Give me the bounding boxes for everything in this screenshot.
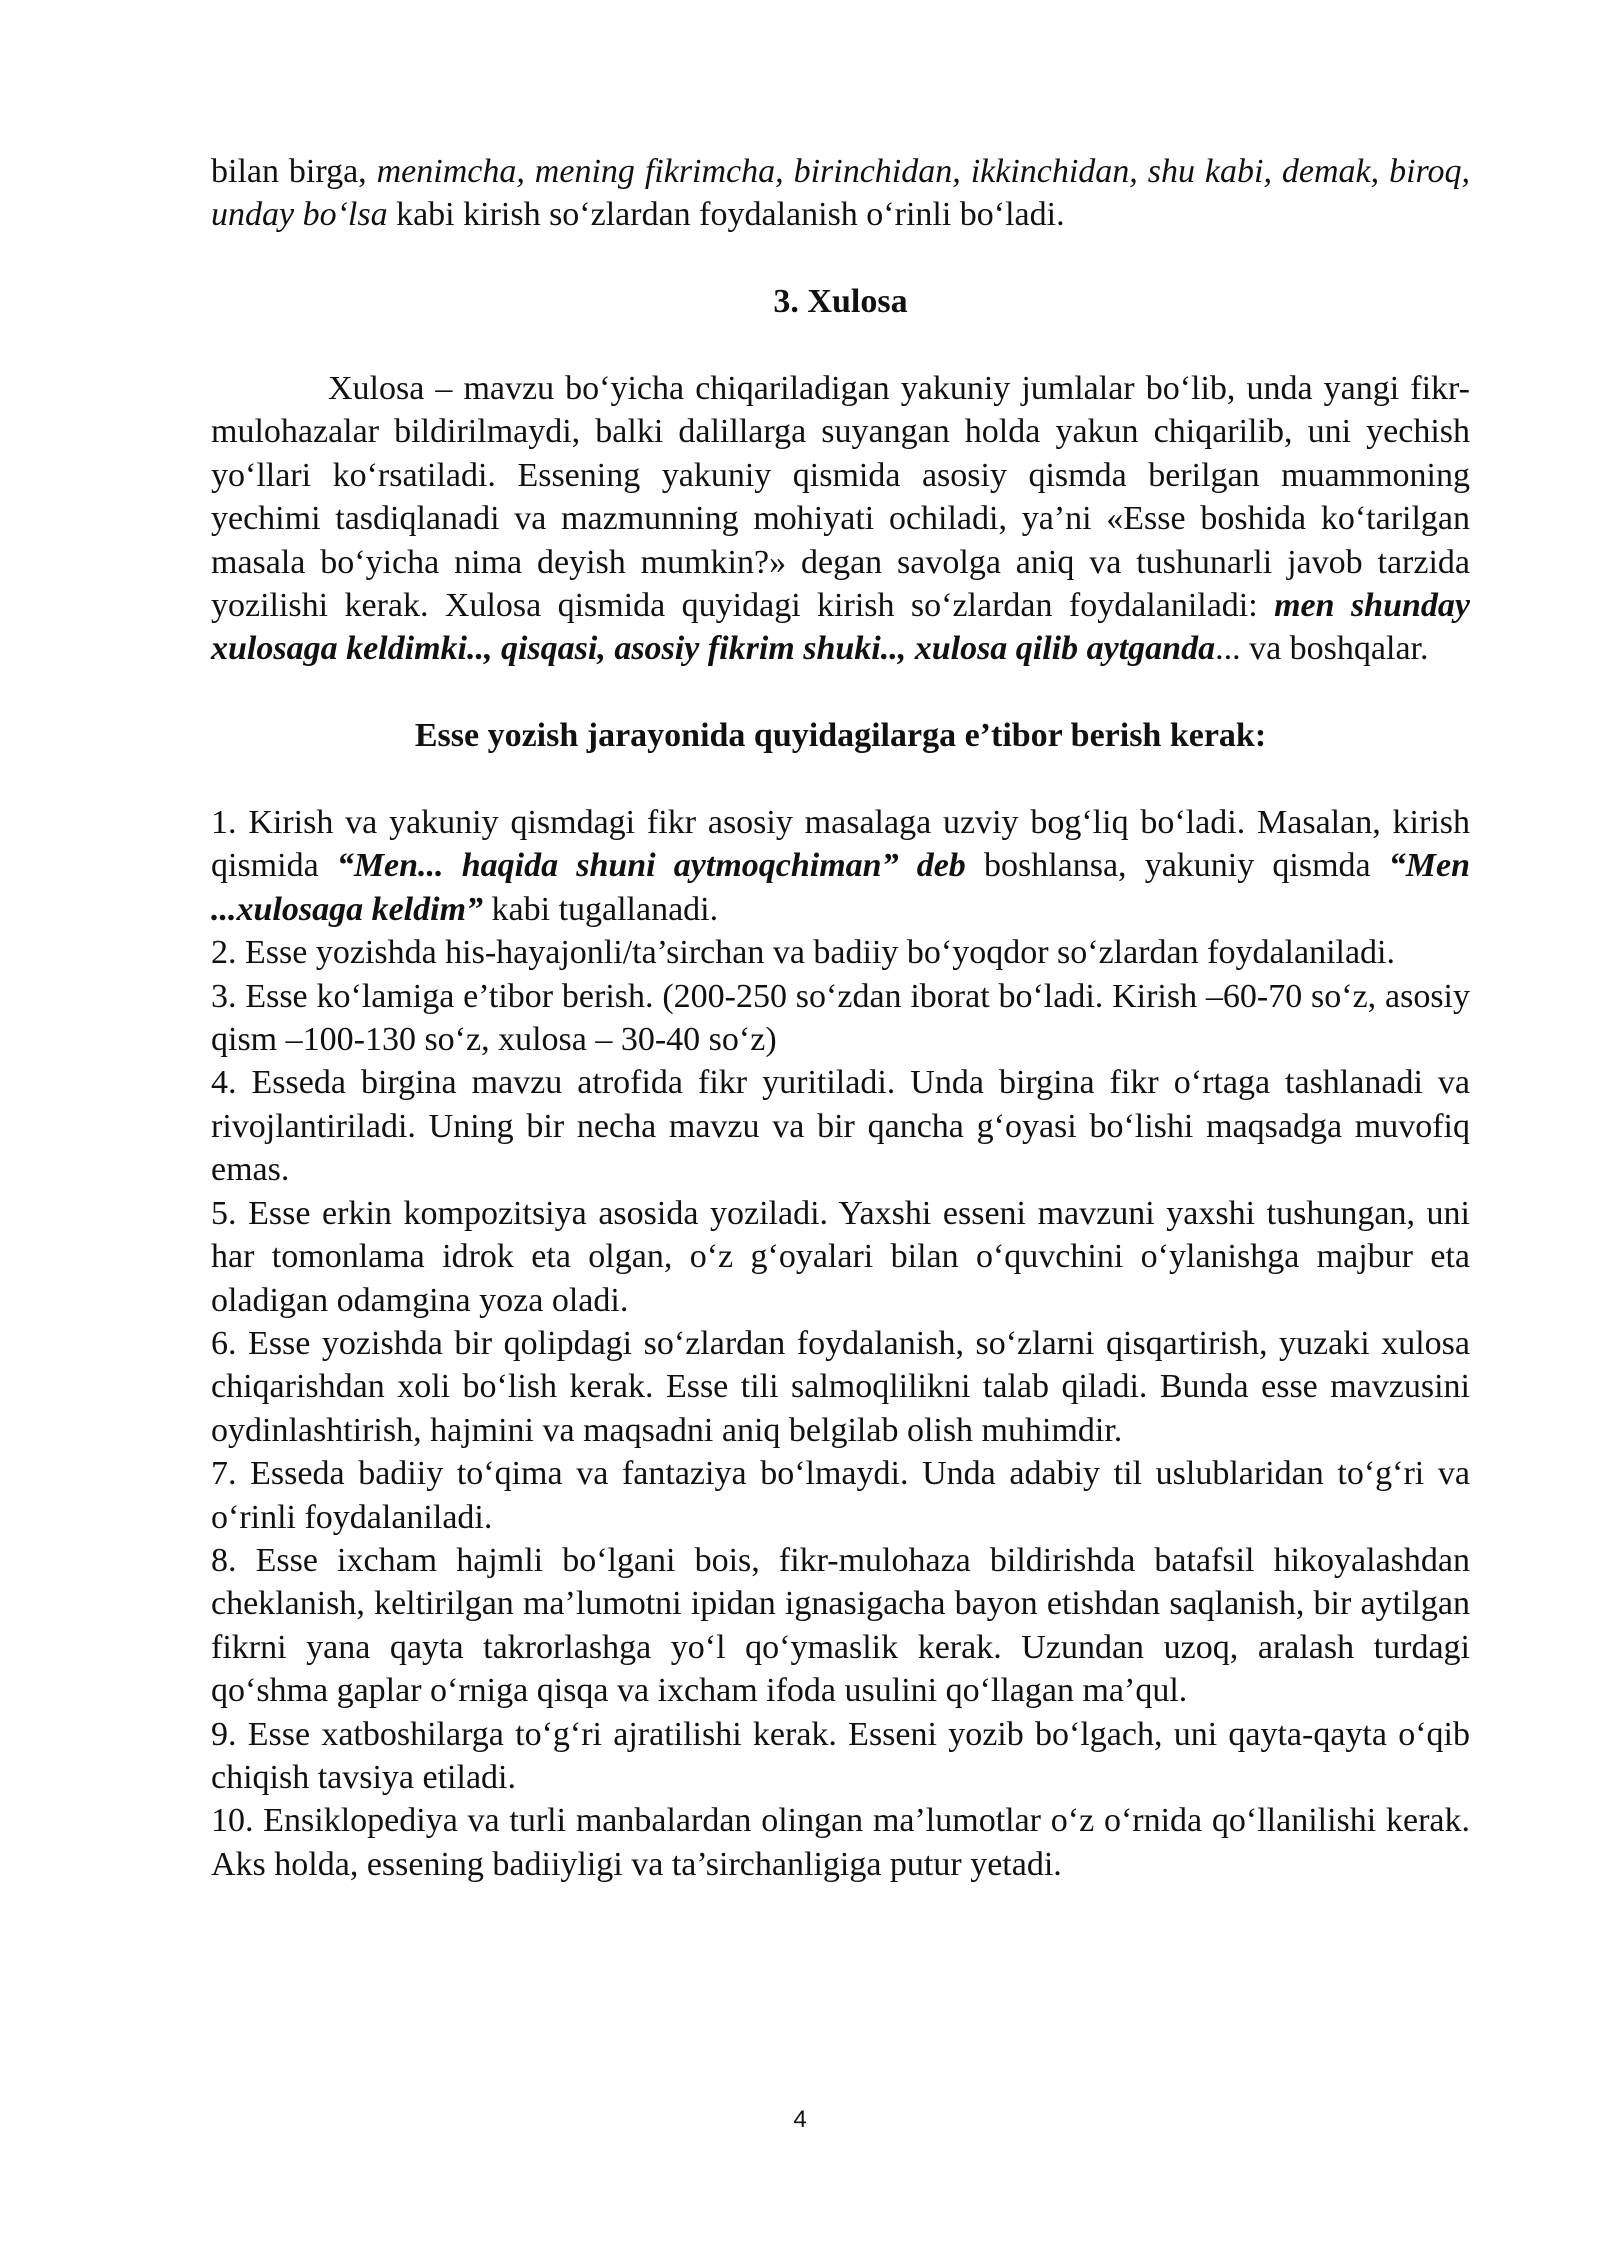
intro-text: bilan birga, <box>211 153 377 190</box>
guideline-item-9: 9. Esse xatboshilarga to‘g‘ri ajratilishi kerak. Esseni yozib bo‘lgach, uni qayta-qayta o‘qib chiqish tavsiya etiladi. <box>211 1715 1470 1796</box>
guideline-item-7: 7. Esseda badiiy to‘qima va fantaziya bo‘lmaydi. Unda adabiy til uslublaridan to‘g‘ri va o‘rinli foydalaniladi. <box>211 1455 1470 1536</box>
guideline-item-6: 6. Esse yozishda bir qolipdagi so‘zlardan foydalanish, so‘zlarni qisqartirish, yuzaki xulosa chiqarishdan xoli bo‘lish kerak. Esse tili salmoqlilikni talab qiladi. Bunda esse mavzusini oydinlashtirish, hajmini va maqsadni aniq belgilab olish muhimdir. <box>211 1324 1470 1449</box>
guidelines-list <box>211 801 1470 1886</box>
guideline-item-10: 10. Ensiklopediya va turli manbalardan olingan ma’lumotlar o‘z o‘rnida qo‘llanilishi kerak. Aks holda, essening badiiyligi va ta’sirchanligiga putur yetadi. <box>211 1802 1470 1883</box>
intro-paragraph <box>211 150 1470 237</box>
intro-italic-words: menimcha, mening fikrimcha, birinchidan, ikkinchidan, shu kabi, demak, biroq, unday <box>211 153 1470 234</box>
guideline-item-1-example-start: “Men... haqida shuni aytmoqchiman” deb <box>336 847 966 885</box>
guideline-item-4: 4. Esseda birgina mavzu atrofida fikr yuritiladi. Unda birgina fikr o‘rtaga tashlanadi va rivojlantiriladi. Uning bir necha mavzu va bir qancha g‘oyasi bo‘lishi maqsadga muvofiq emas. <box>211 1064 1470 1189</box>
page-number: 4 <box>793 2106 807 2133</box>
xulosa-paragraph <box>211 367 1470 671</box>
guideline-item-8: 8. Esse ixcham hajmli bo‘lgani bois, fikr-mulohaza bildirishda batafsil hikoyalashdan cheklanish, keltirilgan ma’lumotni ipidan ignasigacha bayon etishdan saqlanish, bir aytilgan fikrni yana qayta takrorlashga yo‘l qo‘ymaslik kerak. Uzundan uzoq, aralash turdagi qo‘shma gaplar o‘rniga qisqa va ixcham ifoda usulini qo‘llagan ma’qul. <box>211 1541 1470 1710</box>
guideline-item-3: 3. Esse ko‘lamiga e’tibor berish. (200-250 so‘zdan iborat bo‘ladi. Kirish –60-70 so‘z, asosiy qism –100-130 so‘z, xulosa – 30-40 so‘z) <box>211 977 1470 1059</box>
intro-space <box>294 196 303 233</box>
guidelines-heading: Esse yozish jarayonida quyidagilarga e’tibor berish kerak: <box>414 717 1267 755</box>
xulosa-text: Xulosa – mavzu bo‘yicha chiqariladigan yakuniy jumlalar bo‘lib, unda yangi fikr-mulohazalar bildirilmaydi, balki dalillarga suyangan holda yakun chiqarilib, uni yechish yo‘llari ko‘rsatiladi. Essening yakuniy qismida asosiy qismda berilgan muammoning yechimi tasdiqlanadi va mazmunning mohiyati ochiladi, ya’ni «Esse boshida ko‘tarilgan masala bo‘yicha nima deyish mumkin?» degan savolga aniq va tushunarli javob tarzida yozilishi kerak. Xulosa qismida quyidagi kirish so‘zlardan foydalaniladi: <box>211 370 1470 625</box>
guideline-item-1-example-end: “Men ...xulosaga keldim” <box>211 847 1471 928</box>
xulosa-tail: ... va boshqalar. <box>1215 630 1429 668</box>
intro-text-end: kabi kirish so‘zlardan foydalanish o‘rinli bo‘ladi. <box>387 196 1065 234</box>
guideline-item-2: 2. Esse yozishda his-hayajonli/ta’sirchan va badiiy bo‘yoqdor so‘zlardan foydalaniladi. <box>211 934 1396 972</box>
guideline-item-1-text-end: kabi tugallanadi. <box>483 890 719 928</box>
spacer <box>211 237 1470 280</box>
spacer <box>211 324 1470 367</box>
spacer <box>211 671 1470 714</box>
guideline-item-5: 5. Esse erkin kompozitsiya asosida yoziladi. Yaxshi esseni mavzuni yaxshi tushungan, uni har tomonlama idrok eta olgan, o‘z g‘oyalari bilan o‘quvchini o‘ylanishga majbur eta oladigan odamgina yoza oladi. <box>211 1194 1470 1319</box>
page-body <box>211 150 1470 1886</box>
section-heading-xulosa: 3. Xulosa <box>773 283 908 321</box>
guideline-item-1 <box>211 801 1470 931</box>
xulosa-phrases: men shunday xulosaga keldimki.., qisqasi, asosiy fikrim shuki.., xulosa qilib aytganda <box>211 587 1470 668</box>
guideline-item-1-text-mid: boshlansa, yakuniy qismda <box>965 847 1389 885</box>
spacer <box>211 758 1470 801</box>
guideline-item-1-text: 1. Kirish va yakuniy qismdagi fikr asosiy masalaga uzviy bog‘liq bo‘ladi. Masalan, kirish qismida <box>211 804 1470 885</box>
intro-italic-word: bo‘lsa <box>302 196 388 234</box>
